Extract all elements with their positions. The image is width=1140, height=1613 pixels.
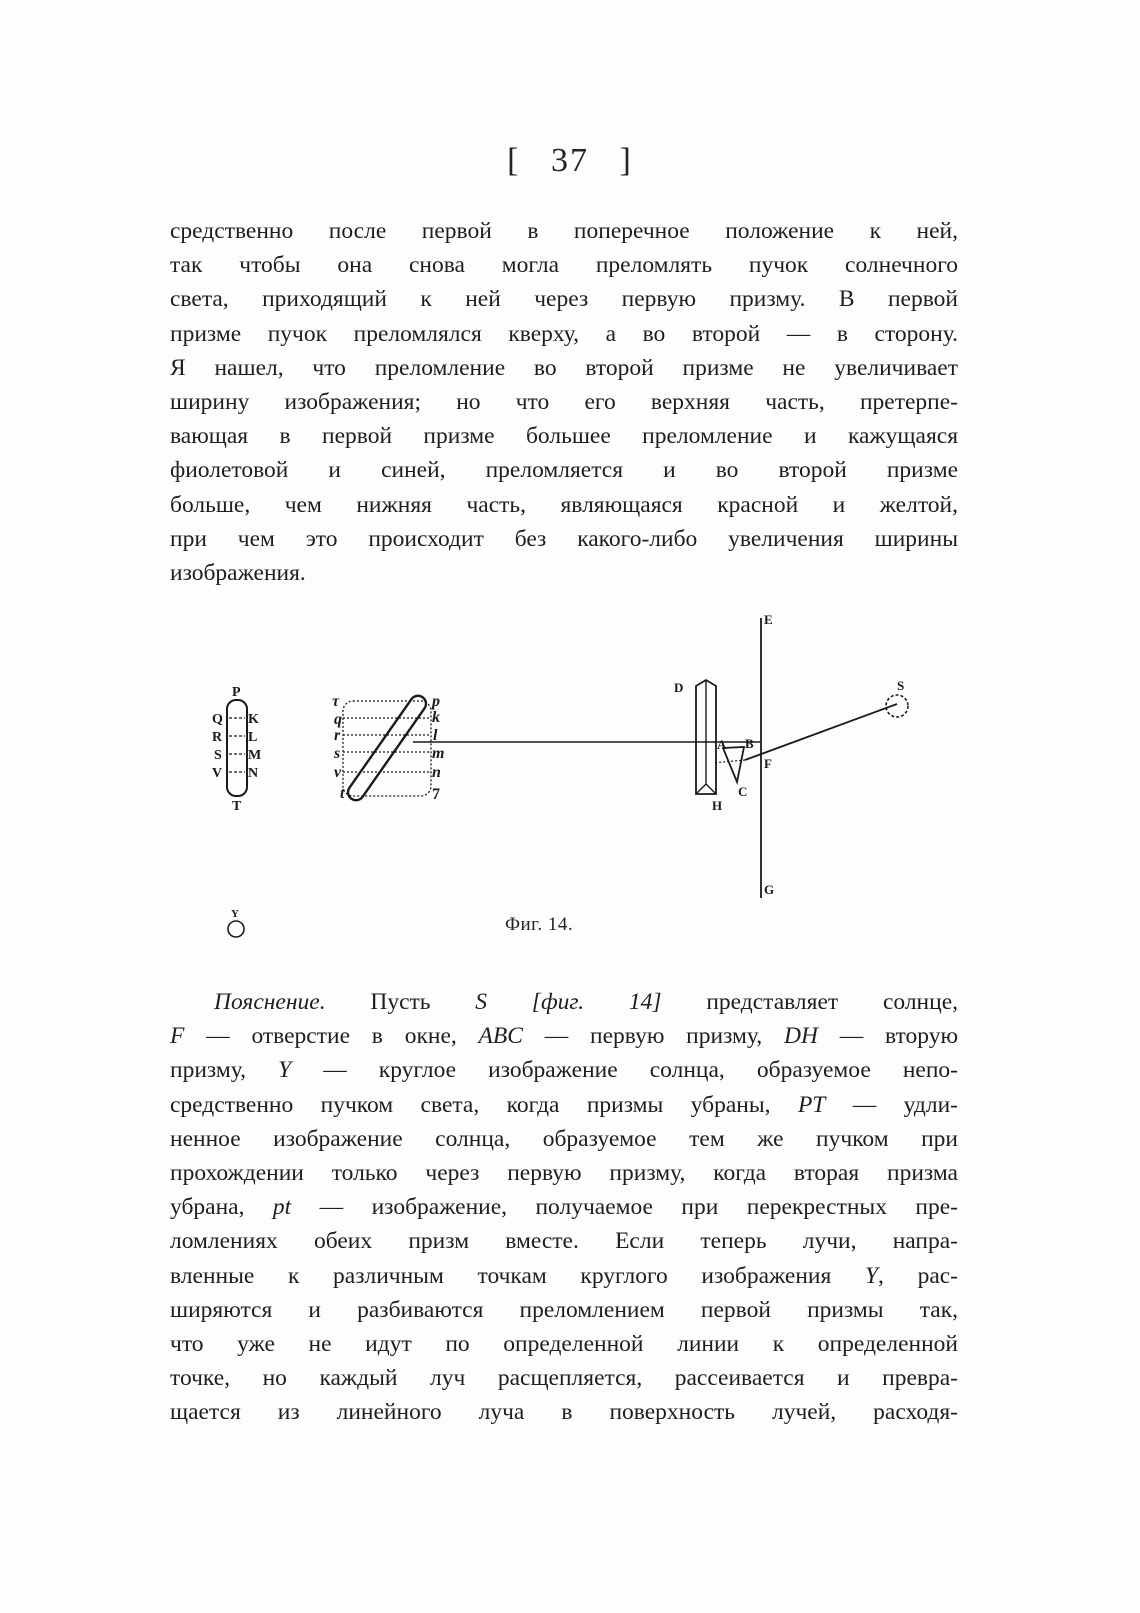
italic-run: PT <box>797 1091 826 1118</box>
first-prism-abc <box>723 747 744 782</box>
figure-caption: Фиг. 14. <box>505 914 574 935</box>
label-d: D <box>674 680 684 695</box>
text-run: вленные к различным точкам круглого изображения <box>170 1262 865 1289</box>
label-s-left: S <box>214 748 222 763</box>
text-line: Я нашел, что преломление во второй призме не увеличивает <box>170 354 958 381</box>
text-run: что уже не идут по определенной линии к определенной <box>170 1331 958 1358</box>
italic-run: Пояснение. <box>214 989 326 1015</box>
italic-run: F <box>170 1023 185 1050</box>
text-line <box>170 985 958 1019</box>
text-run: убрана, <box>170 1194 273 1221</box>
text-line: при чем это происходит без какого-либо увеличения ширины <box>170 525 958 552</box>
italic-run: pt <box>272 1194 292 1221</box>
label-7: 7 <box>432 786 440 803</box>
label-n: N <box>248 766 259 781</box>
label-m-small: m <box>432 745 445 762</box>
label-tau: τ <box>332 693 340 710</box>
text-run: — первую призму, <box>522 1023 784 1050</box>
text-line <box>170 1019 958 1053</box>
label-t: T <box>232 799 242 814</box>
text-run: щается из линейного луча в поверхность лучей, расходя- <box>170 1399 958 1426</box>
cross-image-pt <box>345 693 429 804</box>
label-p-small: p <box>432 693 440 710</box>
paragraph-continuation <box>170 214 958 590</box>
elongated-image-pt <box>227 700 247 796</box>
label-q-small: q <box>334 711 342 728</box>
text-run: — круглое изображение солнца, образуемое непо- <box>291 1057 958 1084</box>
label-y: Y <box>231 908 239 920</box>
text-run: средственно пучком света, когда призмы убраны, <box>170 1091 798 1118</box>
text-line <box>170 1259 958 1293</box>
text-line <box>170 1122 958 1156</box>
italic-run: Y <box>278 1057 292 1084</box>
italic-run: ABC <box>478 1023 523 1050</box>
text-line <box>170 1088 958 1122</box>
text-line: призме пучок преломлялся кверху, а во второй — в сторону. <box>170 320 958 347</box>
page-number: [ 37 ] <box>507 142 633 179</box>
text-run: прохождении только через первую призму, когда вторая призма <box>170 1160 958 1187</box>
text-line: больше, чем нижняя часть, являющаяся красной и желтой, <box>170 491 958 518</box>
text-run: , рас- <box>878 1262 959 1289</box>
text-run: призму, <box>170 1057 279 1084</box>
text-line: фиолетовой и синей, преломляется и во второй призме <box>170 457 958 484</box>
text-run: точке, но каждый луч расщепляется, рассеивается и превра- <box>170 1365 958 1392</box>
label-v-small: v <box>334 764 342 781</box>
italic-run: S [фиг. 14] <box>475 989 662 1015</box>
incident-ray <box>745 704 897 760</box>
text-run: ненное изображение солнца, образуемое тем же пучком при <box>170 1125 958 1152</box>
label-m: M <box>248 748 262 763</box>
label-r: R <box>212 730 223 745</box>
text-run: — удли- <box>825 1091 958 1118</box>
label-t-small: t <box>340 785 345 802</box>
text-run: — вторую <box>817 1023 958 1050</box>
text-line <box>170 1395 958 1429</box>
text-line <box>170 1053 958 1087</box>
label-e: E <box>764 612 773 627</box>
text-run: представляет солнце, <box>661 989 958 1015</box>
label-h: H <box>712 798 723 813</box>
text-line <box>170 1293 958 1327</box>
text-line: изображения. <box>170 560 306 587</box>
explanation-paragraph <box>170 985 958 1430</box>
label-v: V <box>212 766 223 781</box>
label-k: K <box>248 712 259 727</box>
label-l-small: l <box>433 727 438 744</box>
label-c: C <box>738 784 748 799</box>
text-run: — изображение, получаемое при перекрестных пре- <box>291 1194 958 1221</box>
round-image-y <box>228 921 244 937</box>
text-line <box>170 1156 958 1190</box>
label-b: B <box>745 736 754 751</box>
text-line <box>170 1361 958 1395</box>
label-l: L <box>248 730 258 745</box>
text-run: ширяются и разбиваются преломлением первой призмы так, <box>170 1296 958 1323</box>
dotted-outline <box>343 701 431 796</box>
text-run: — отверстие в окне, <box>184 1023 479 1050</box>
text-line: средственно после первой в поперечное положение к ней, <box>170 218 958 244</box>
text-run: ломлениях обеих призм вместе. Если теперь лучи, напра- <box>170 1228 958 1255</box>
label-s-small: s <box>334 745 341 762</box>
figure-14-diagram <box>200 600 960 960</box>
text-line <box>170 1190 958 1224</box>
italic-run: DH <box>783 1023 818 1050</box>
label-f: F <box>764 756 772 771</box>
label-r-small: r <box>334 727 341 744</box>
text-run: Пусть <box>325 989 476 1015</box>
label-a: A <box>717 737 727 752</box>
italic-run: Y <box>864 1262 879 1289</box>
prism-diagram-svg <box>200 600 960 960</box>
text-line <box>170 1327 958 1361</box>
label-q: Q <box>212 712 223 727</box>
label-k-small: k <box>432 709 440 726</box>
label-p: P <box>232 685 241 700</box>
label-n-small: n <box>432 764 441 781</box>
text-line: света, приходящий к ней через первую призму. В первой <box>170 286 958 313</box>
label-g: G <box>764 882 775 897</box>
text-line: вающая в первой призме большее преломление и кажущаяся <box>170 423 958 450</box>
text-line: ширину изображения; но что его верхняя часть, претерпе- <box>170 389 958 416</box>
label-sun-s: S <box>897 678 905 693</box>
text-line <box>170 1224 958 1258</box>
text-line: так чтобы она снова могла преломлять пучок солнечного <box>170 252 958 279</box>
